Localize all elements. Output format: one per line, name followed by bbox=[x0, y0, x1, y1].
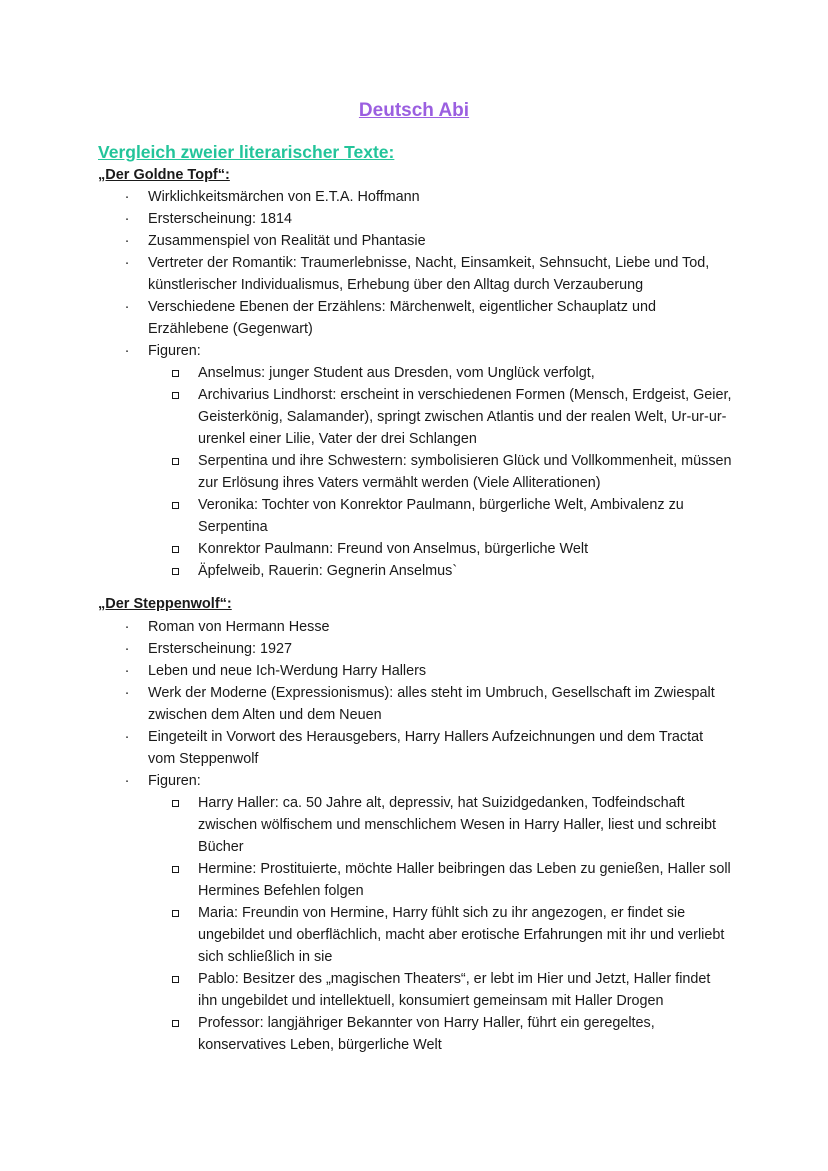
bullet-icon: · bbox=[124, 685, 130, 701]
square-bullet-icon bbox=[172, 1020, 179, 1027]
figure-item: Harry Haller: ca. 50 Jahre alt, depressiv, hat Suizidgedanken, Todfeindschaft zwischen wölfischem und menschlichem Wesen in Harry Haller, liest und schreibt Bücher bbox=[172, 792, 732, 858]
goldne-topf-list bbox=[122, 186, 732, 582]
figure-item: Professor: langjähriger Bekannter von Harry Haller, führt ein geregeltes, konservatives Leben, bürgerliche Welt bbox=[172, 1012, 732, 1056]
figure-item: Pablo: Besitzer des „magischen Theaters“, er lebt im Hier und Jetzt, Haller findet ihn ungebildet und intellektuell, konsumiert gemeinsam mit Haller Drogen bbox=[172, 968, 732, 1012]
list-item: · Ersterscheinung: 1814 bbox=[122, 208, 732, 230]
list-item: · Verschiedene Ebenen der Erzählens: Märchenwelt, eigentlicher Schauplatz und Erzählebene (Gegenwart) bbox=[122, 296, 732, 340]
steppenwolf-list bbox=[122, 616, 732, 1056]
square-bullet-icon bbox=[172, 910, 179, 917]
page-subtitle: Vergleich zweier literarischer Texte: bbox=[98, 142, 395, 162]
square-bullet-icon bbox=[172, 800, 179, 807]
list-item: · Eingeteilt in Vorwort des Herausgebers, Harry Hallers Aufzeichnungen und dem Tractat vom Steppenwolf bbox=[122, 726, 732, 770]
figure-item: Anselmus: junger Student aus Dresden, vom Unglück verfolgt, bbox=[172, 362, 732, 384]
figure-item: Archivarius Lindhorst: erscheint in verschiedenen Formen (Mensch, Erdgeist, Geier, Geisterkönig, Salamander), springt zwischen Atlantis und der realen Welt, Ur-ur-ur-urenkel einer Lilie, Vater der drei Schlangen bbox=[172, 384, 732, 450]
figure-item: Äpfelweib, Rauerin: Gegnerin Anselmus` bbox=[172, 560, 732, 582]
list-item: · Vertreter der Romantik: Traumerlebnisse, Nacht, Einsamkeit, Sehnsucht, Liebe und Tod, künstlerischer Individualismus, Erhebung über den Alltag durch Verzauberung bbox=[122, 252, 732, 296]
list-item: · Ersterscheinung: 1927 bbox=[122, 638, 732, 660]
list-item-figuren: · Figuren: Anselmus: junger Student aus Dresden, vom Unglück verfolgt, Archivarius Lindhorst: erscheint in verschiedenen Formen (Mensch, Erdgeist, Geier, Geisterkönig, Salamander), springt zwischen Atlantis und der realen Welt, Ur-ur-ur-urenkel einer Lilie, Vater der drei Schlangen Serpentina und ihre Schwestern: symbolisieren Glück und Vollkommenheit, müssen zur Erlösung ihres Vaters vermählt werden (Viele Alliterationen) Veronika: Tochter von Konrektor Paulmann, bürgerliche Welt, Ambivalenz zu Serpentina Konrektor Paulmann: Freund von Anselmus, bürgerliche Welt Äpfelweib, Rauerin: Gegnerin Anselmus` bbox=[122, 340, 732, 582]
square-bullet-icon bbox=[172, 392, 179, 399]
figures-list bbox=[172, 362, 732, 582]
list-item: · Roman von Hermann Hesse bbox=[122, 616, 732, 638]
page-title: Deutsch Abi bbox=[358, 100, 470, 121]
figure-item: Veronika: Tochter von Konrektor Paulmann, bürgerliche Welt, Ambivalenz zu Serpentina bbox=[172, 494, 732, 538]
section-heading-steppenwolf: „Der Steppenwolf“: bbox=[98, 596, 232, 612]
bullet-icon: · bbox=[124, 299, 130, 315]
figure-item: Konrektor Paulmann: Freund von Anselmus, bürgerliche Welt bbox=[172, 538, 732, 560]
square-bullet-icon bbox=[172, 458, 179, 465]
bullet-icon: · bbox=[124, 255, 130, 271]
bullet-icon: · bbox=[124, 343, 130, 359]
list-item: · Zusammenspiel von Realität und Phantasie bbox=[122, 230, 732, 252]
figure-item: Maria: Freundin von Hermine, Harry fühlt sich zu ihr angezogen, er findet sie ungebildet und oberflächlich, macht aber erotische Erfahrungen mit ihr und verliebt sich schließlich in sie bbox=[172, 902, 732, 968]
bullet-icon: · bbox=[124, 619, 130, 635]
bullet-icon: · bbox=[124, 189, 130, 205]
list-item: · Werk der Moderne (Expressionismus): alles steht im Umbruch, Gesellschaft im Zwiespalt zwischen dem Alten und dem Neuen bbox=[122, 682, 732, 726]
list-item-figuren: · Figuren: Harry Haller: ca. 50 Jahre alt, depressiv, hat Suizidgedanken, Todfeindschaft zwischen wölfischem und menschlichem Wesen in Harry Haller, liest und schreibt Bücher Hermine: Prostituierte, möchte Haller beibringen das Leben zu genießen, Haller soll Hermines Befehlen folgen Maria: Freundin von Hermine, Harry fühlt sich zu ihr angezogen, er findet sie ungebildet und oberflächlich, macht aber erotische Erfahrungen mit ihr und verliebt sich schließlich in sie Pablo: Besitzer des „magischen Theaters“, er lebt im Hier und Jetzt, Haller findet ihn ungebildet und intellektuell, konsumiert gemeinsam mit Haller Drogen Professor: langjähriger Bekannter von Harry Haller, führt ein geregeltes, konservatives Leben, bürgerliche Welt bbox=[122, 770, 732, 1056]
list-item: · Leben und neue Ich-Werdung Harry Hallers bbox=[122, 660, 732, 682]
bullet-icon: · bbox=[124, 211, 130, 227]
list-item: · Wirklichkeitsmärchen von E.T.A. Hoffmann bbox=[122, 186, 732, 208]
bullet-icon: · bbox=[124, 773, 130, 789]
section-heading-goldne-topf: „Der Goldne Topf“: bbox=[98, 167, 230, 183]
figures-list bbox=[172, 792, 732, 1056]
bullet-icon: · bbox=[124, 663, 130, 679]
figure-item: Hermine: Prostituierte, möchte Haller beibringen das Leben zu genießen, Haller soll Hermines Befehlen folgen bbox=[172, 858, 732, 902]
square-bullet-icon bbox=[172, 568, 179, 575]
square-bullet-icon bbox=[172, 502, 179, 509]
square-bullet-icon bbox=[172, 546, 179, 553]
square-bullet-icon bbox=[172, 370, 179, 377]
bullet-icon: · bbox=[124, 729, 130, 745]
bullet-icon: · bbox=[124, 233, 130, 249]
figure-item: Serpentina und ihre Schwestern: symbolisieren Glück und Vollkommenheit, müssen zur Erlösung ihres Vaters vermählt werden (Viele Alliterationen) bbox=[172, 450, 732, 494]
square-bullet-icon bbox=[172, 866, 179, 873]
square-bullet-icon bbox=[172, 976, 179, 983]
bullet-icon: · bbox=[124, 641, 130, 657]
